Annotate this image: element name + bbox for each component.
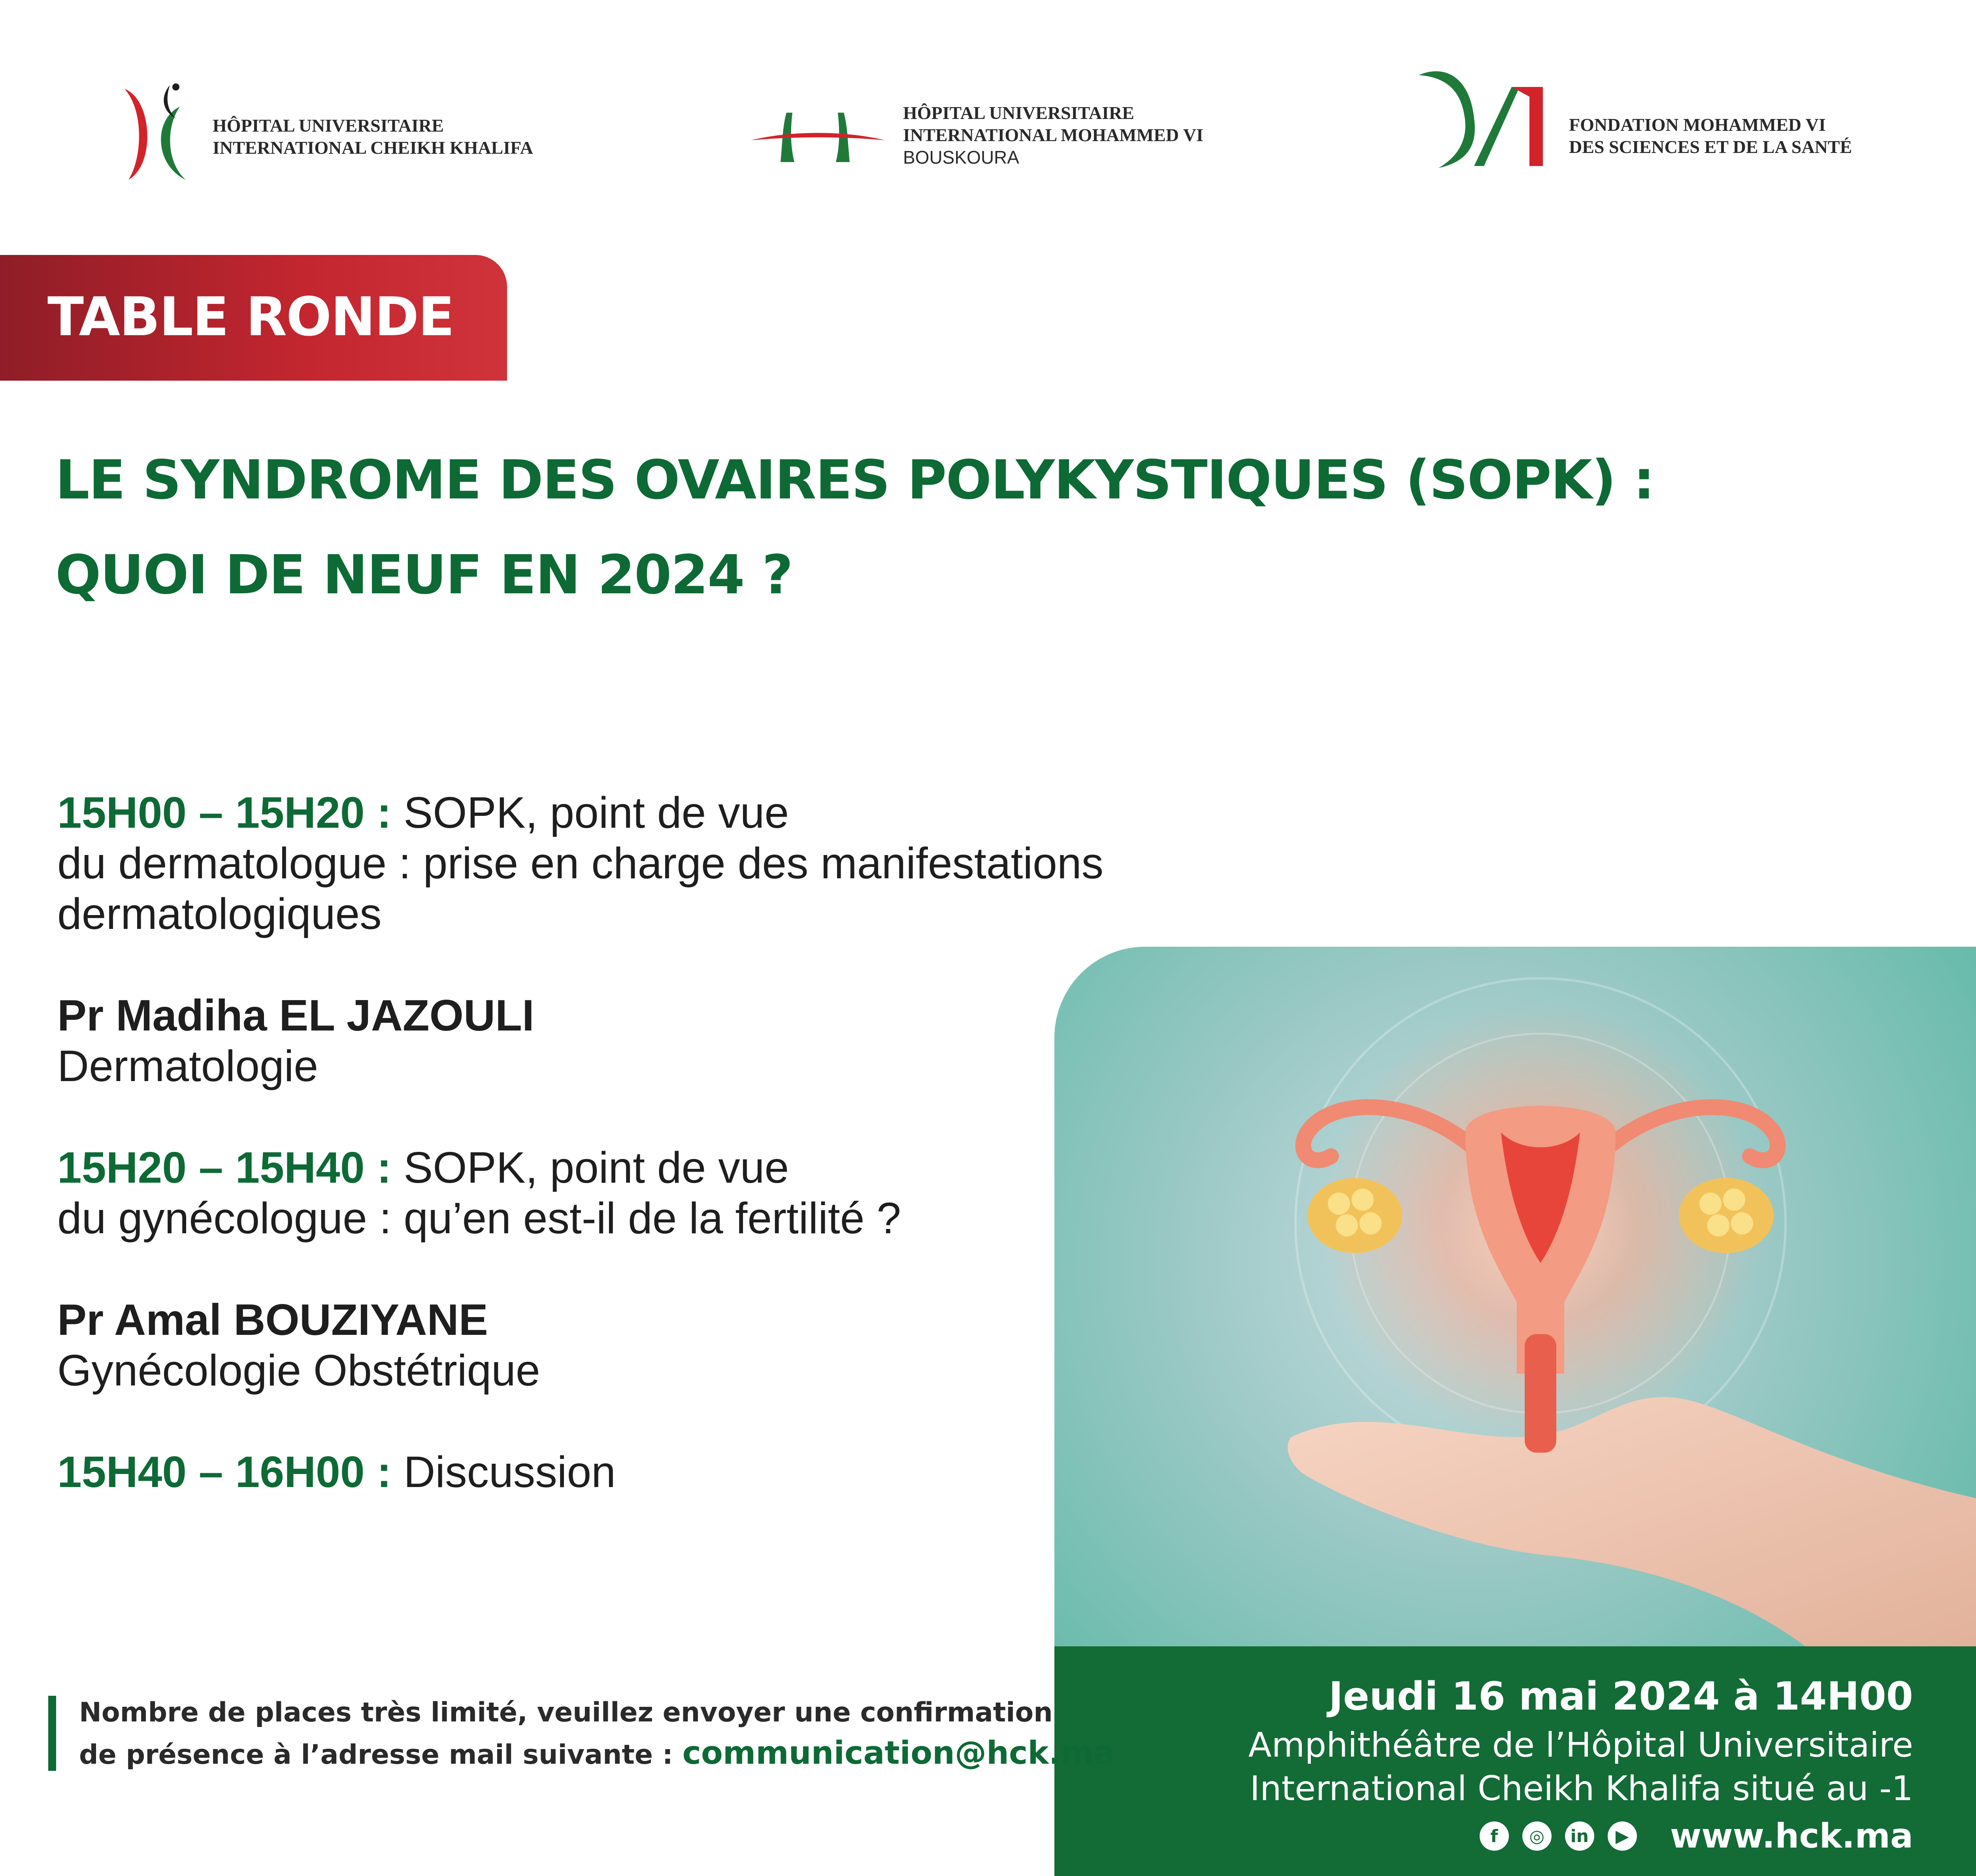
program-topic: SOPK, point de vue: [391, 788, 789, 837]
logo2-line2: INTERNATIONAL MOHAMMED VI: [903, 125, 1203, 145]
linkedin-icon[interactable]: in: [1565, 1821, 1594, 1851]
place-line2: International Cheikh Khalifa situé au -1: [1250, 1769, 1913, 1808]
speaker-1: [57, 990, 534, 1091]
logo2-line1: HÔPITAL UNIVERSITAIRE: [903, 103, 1134, 123]
logo1-line1: HÔPITAL UNIVERSITAIRE: [213, 115, 444, 136]
facebook-icon[interactable]: f: [1480, 1821, 1509, 1851]
uterus-illustration-icon: [1054, 947, 1976, 1646]
program-time: 15H00 – 15H20 :: [57, 788, 392, 837]
note-line2: de présence à l’adresse mail suivante :: [79, 1739, 683, 1770]
social-links: [1480, 1816, 1913, 1856]
speaker-specialty: Dermatologie: [57, 1042, 319, 1091]
event-place: [1248, 1723, 1913, 1810]
contact-email-link[interactable]: communication@hck.ma: [682, 1734, 1115, 1771]
logo3-line1: FONDATION MOHAMMED VI: [1569, 115, 1826, 135]
youtube-icon[interactable]: ▶: [1608, 1821, 1637, 1851]
program-topic-line2: du gynécologue : qu’en est-il de la fertilité ?: [57, 1194, 901, 1243]
program-topic: Discussion: [391, 1448, 616, 1497]
fondation-logo-icon: [1415, 63, 1565, 174]
program-item-3: [57, 1447, 616, 1497]
speaker-name: Pr Madiha EL JAZOULI: [57, 991, 534, 1040]
logo-mohammed-vi-hospital: [751, 95, 1265, 186]
event-title: [55, 433, 1654, 623]
logo1-line2: INTERNATIONAL CHEIKH KHALIFA: [213, 138, 534, 158]
program-topic: SOPK, point de vue: [391, 1143, 789, 1192]
tag-label: TABLE RONDE: [47, 286, 454, 348]
program-time: 15H40 – 16H00 :: [57, 1448, 392, 1497]
program-item-2: [57, 1142, 901, 1244]
program-item-1: [57, 787, 1103, 939]
logo2-line3: BOUSKOURA: [903, 147, 1019, 168]
note-line1: Nombre de places très limité, veuillez envoyer une confirmation: [79, 1697, 1053, 1728]
note-accent-bar: [48, 1696, 56, 1771]
registration-note: [79, 1693, 1115, 1775]
instagram-icon[interactable]: ◎: [1522, 1821, 1552, 1851]
speaker-name: Pr Amal BOUZIYANE: [57, 1295, 488, 1344]
event-info-box: [1054, 1646, 1976, 1876]
mohammed-vi-hospital-logo-icon: [751, 103, 885, 182]
logo-fondation-mohammed-vi: [1415, 63, 1909, 178]
logo-cheikh-khalifa: [107, 79, 581, 186]
place-line1: Amphithéâtre de l’Hôpital Universitaire: [1248, 1725, 1913, 1765]
program-topic-line2: du dermatologue : prise en charge des manifestations: [57, 839, 1104, 888]
title-line1: LE SYNDROME DES OVAIRES POLYKYSTIQUES (SOPK) :: [55, 449, 1654, 511]
speaker-2: [57, 1295, 540, 1396]
table-ronde-tag: [0, 255, 507, 381]
logo3-line2: DES SCIENCES ET DE LA SANTÉ: [1569, 137, 1852, 157]
speaker-specialty: Gynécologie Obstétrique: [57, 1346, 540, 1395]
program-topic-line3: dermatologiques: [57, 889, 382, 938]
cheikh-khalifa-logo-icon: [107, 79, 202, 186]
program-time: 15H20 – 15H40 :: [57, 1143, 392, 1192]
uterus-hand-illustration: [1054, 947, 1976, 1646]
website-link[interactable]: www.hck.ma: [1670, 1816, 1913, 1856]
title-line2: QUOI DE NEUF EN 2024 ?: [55, 544, 792, 606]
event-date: Jeudi 16 mai 2024 à 14H00: [1329, 1674, 1913, 1719]
